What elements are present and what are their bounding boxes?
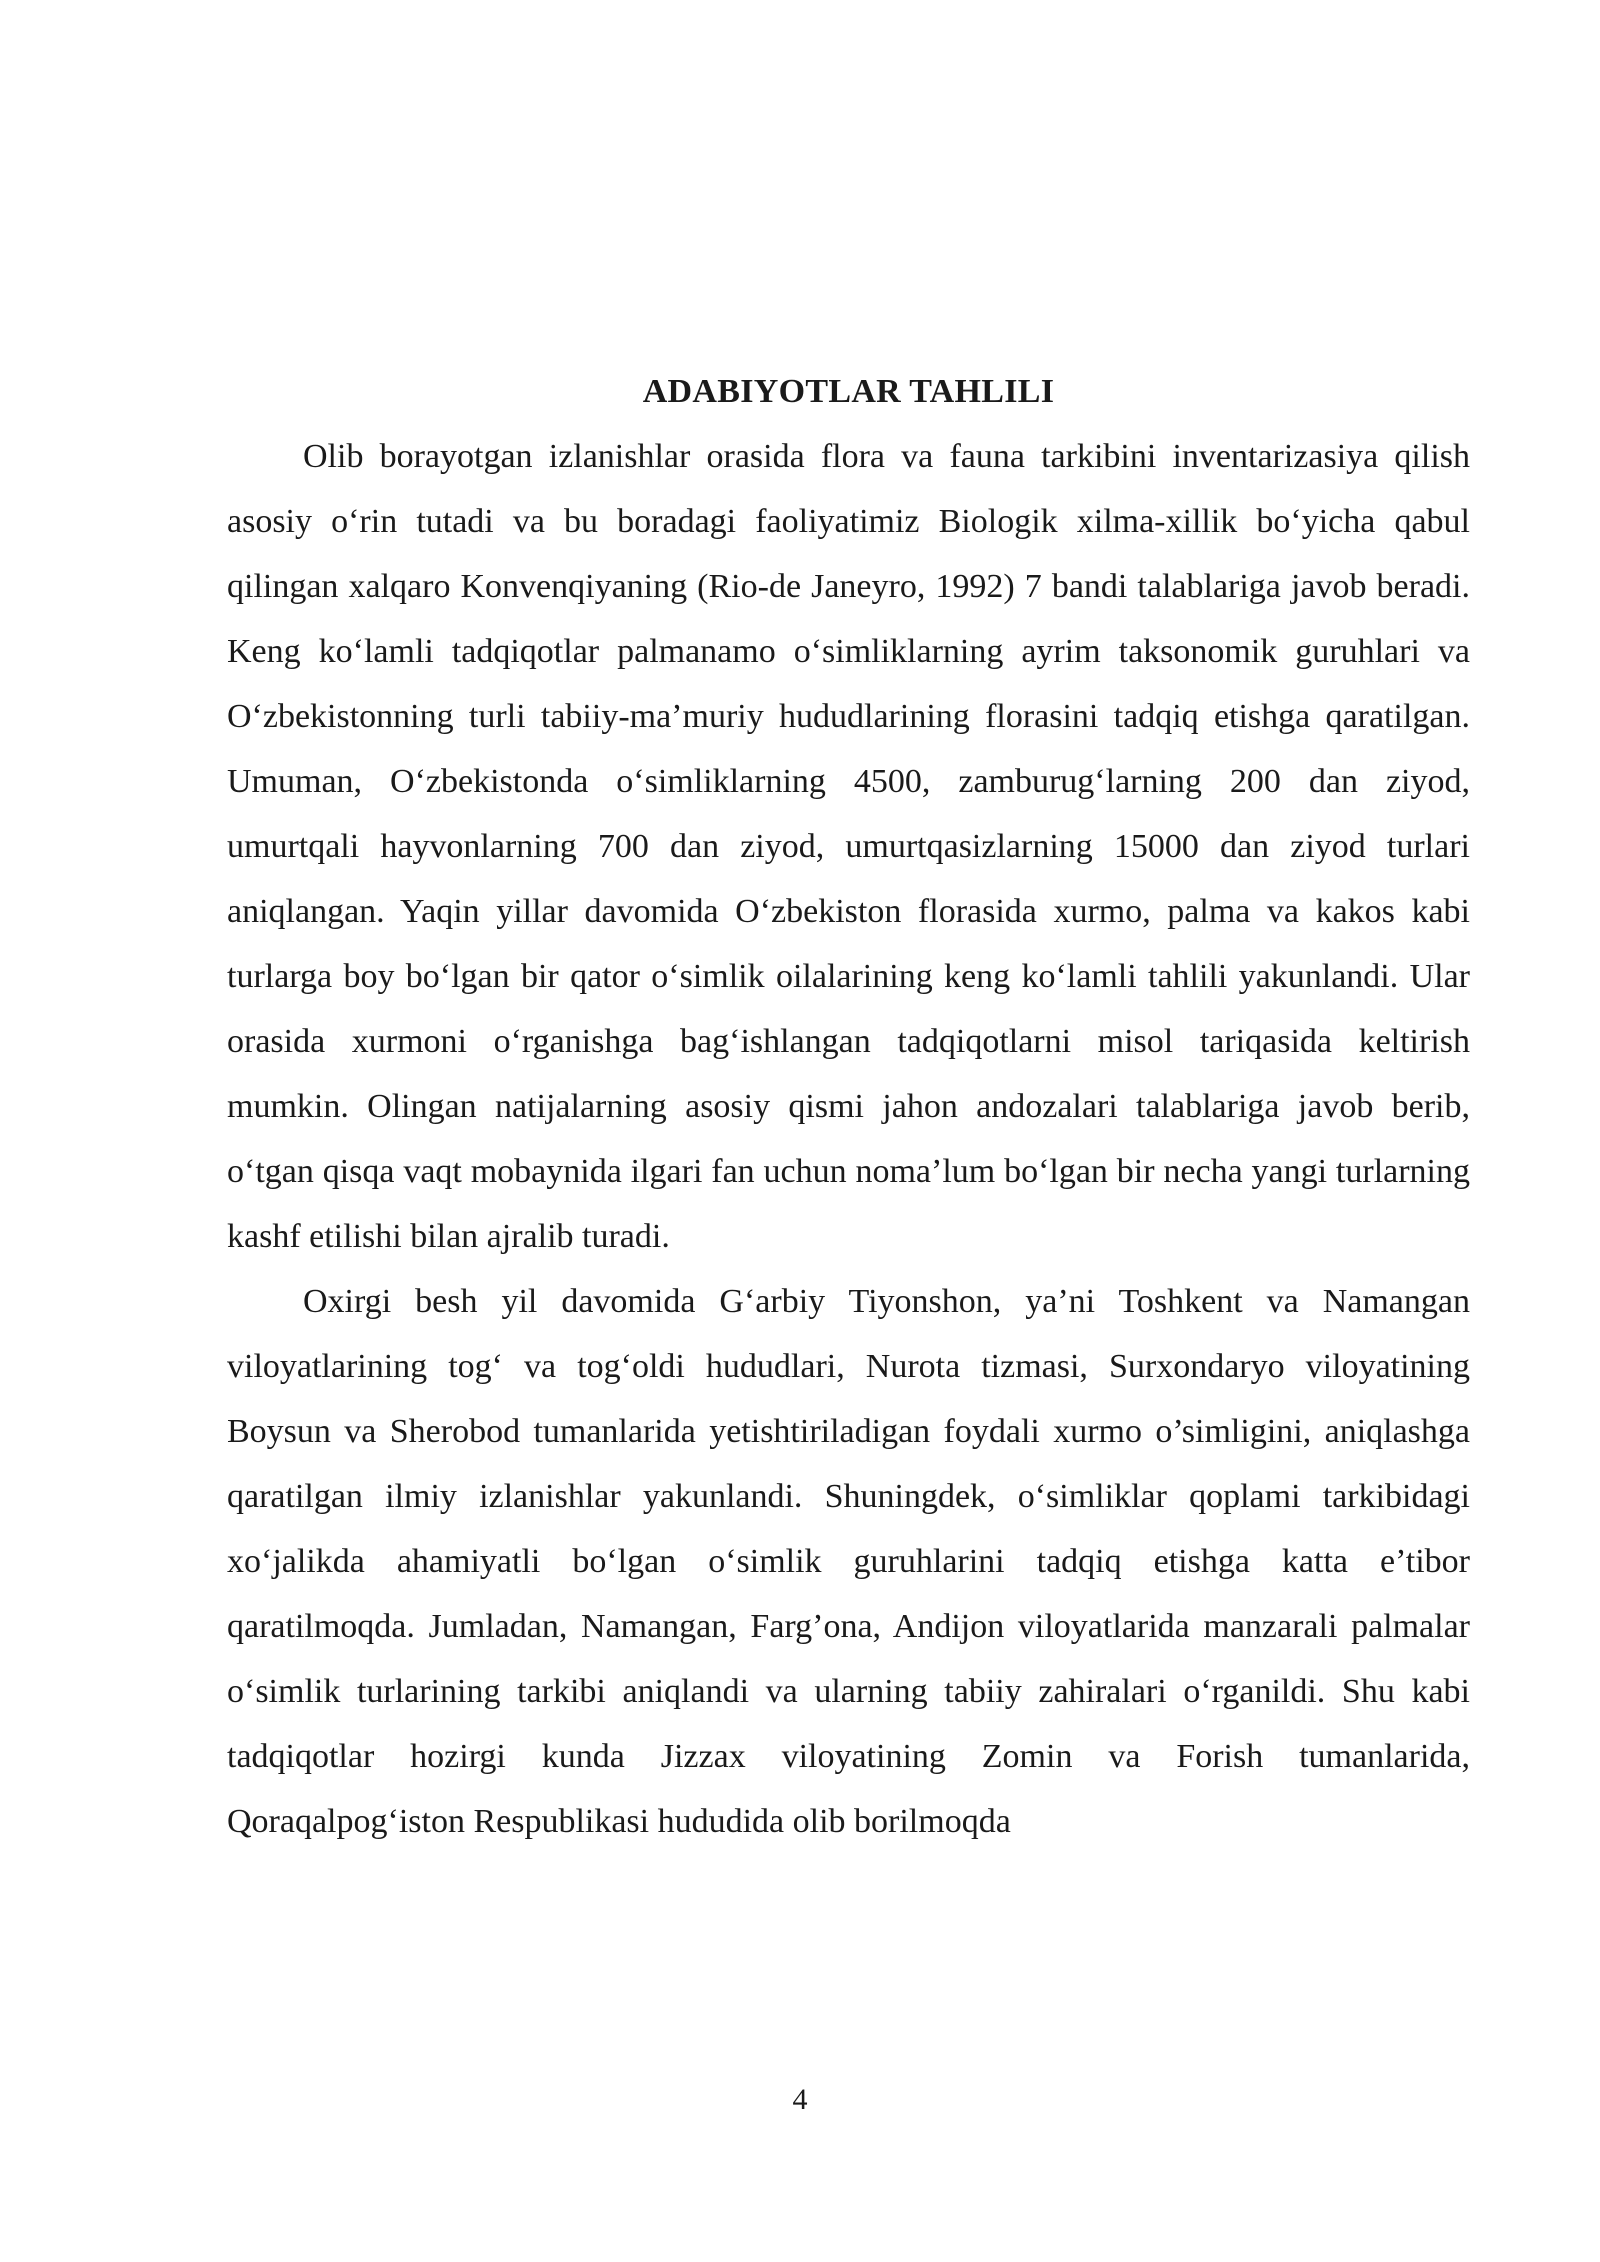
page-title: ADABIYOTLAR TAHLILI	[642, 373, 1055, 410]
page-number: 4	[792, 2083, 808, 2116]
paragraph-2: Oxirgi besh yil davomida G‘arbiy Tiyonshon, ya’ni Toshkent va Namangan viloyatlarining tog‘ va tog‘oldi hududlari, Nurota tizmasi, Surxondaryo viloyatining Boysun va Sherobod tumanlarida yetishtiriladigan foydali xurmo o’simligini, aniqlashga qaratilgan ilmiy izlanishlar yakunlandi. Shuningdek, o‘simliklar qoplami tarkibidagi xo‘jalikda ahamiyatli bo‘lgan o‘simlik guruhlarini tadqiq etishga katta e’tibor qaratilmoqda. Jumladan, Namangan, Farg’ona, Andijon viloyatlarida manzarali palmalar o‘simlik turlarining tarkibi aniqlandi va ularning tabiiy zahiralari o‘rganildi. Shu kabi tadqiqotlar hozirgi kunda Jizzax viloyatining Zomin va Forish tumanlarida, Qoraqalpog‘iston Respublikasi hududida olib borilmoqda	[227, 1283, 1470, 1840]
paragraph-1: Olib borayotgan izlanishlar orasida flora va fauna tarkibini inventarizasiya qilish asosiy o‘rin tutadi va bu boradagi faoliyatimiz Biologik xilma-xillik bo‘yicha qabul qilingan xalqaro Konvenqiyaning (Rio-de Janeyro, 1992) 7 bandi talablariga javob beradi. Keng ko‘lamli tadqiqotlar palmanamo o‘simliklarning ayrim taksonomik guruhlari va O‘zbekistonning turli tabiiy-ma’muriy hududlarining florasini tadqiq etishga qaratilgan. Umuman, O‘zbekistonda o‘simliklarning 4500, zamburug‘larning 200 dan ziyod, umurtqali hayvonlarning 700 dan ziyod, umurtqasizlarning 15000 dan ziyod turlari aniqlangan. Yaqin yillar davomida O‘zbekiston florasida xurmo, palma va kakos kabi turlarga boy bo‘lgan bir qator o‘simlik oilalarining keng ko‘lamli tahlili yakunlandi. Ular orasida xurmoni o‘rganishga bag‘ishlangan tadqiqotlarni misol tariqasida keltirish mumkin. Olingan natijalarning asosiy qismi jahon andozalari talablariga javob berib, o‘tgan qisqa vaqt mobaynida ilgari fan uchun noma’lum bo‘lgan bir necha yangi turlarning kashf etilishi bilan ajralib turadi.	[227, 438, 1470, 1255]
page-body	[227, 368, 1470, 1854]
